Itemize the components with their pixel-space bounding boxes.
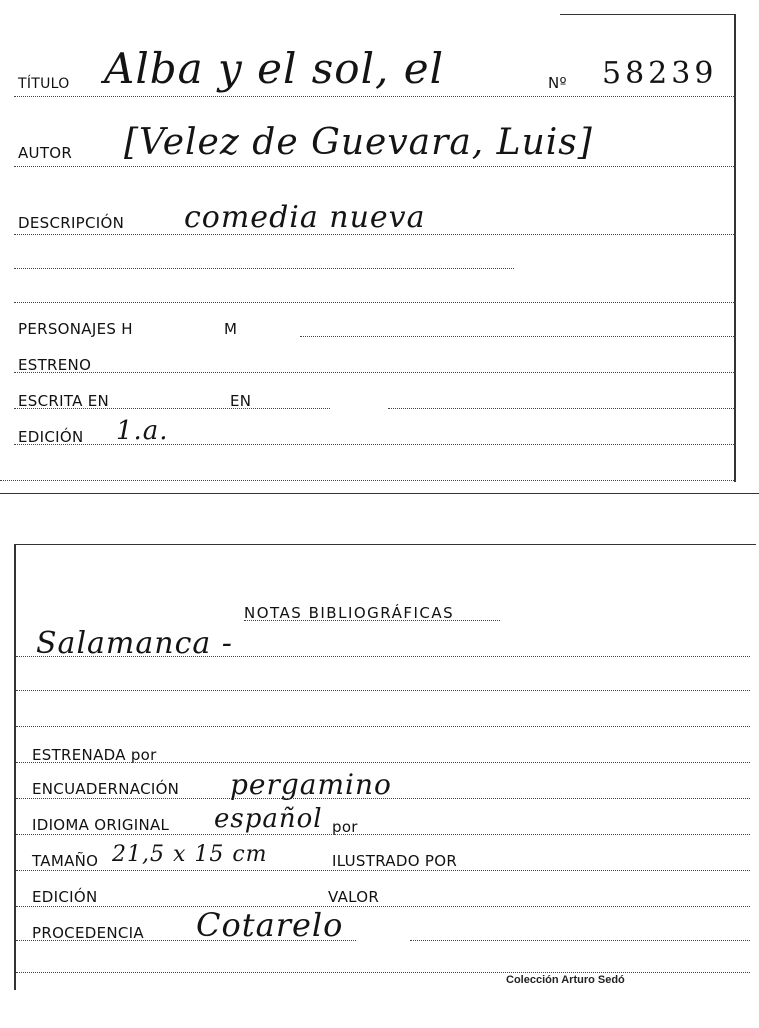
notas-line-0 [244,620,500,621]
procedencia-label: PROCEDENCIA [32,924,144,942]
en-label: EN [230,392,252,410]
card-bottom-top-edge [14,544,756,545]
procedencia-value: Cotarelo [196,906,344,944]
idioma-label: IDIOMA ORIGINAL [32,816,170,834]
numero-label: Nº [548,74,567,92]
estreno-label: ESTRENO [18,356,92,374]
escrita-en-label: ESCRITA EN [18,392,110,410]
autor-value: [Velez de Guevara, Luis] [124,122,593,163]
estrenada-line [16,762,750,763]
idioma-por-label: por [332,818,358,836]
notas-heading: NOTAS BIBLIOGRÁFICAS [244,604,455,622]
encuadernacion-value: pergamino [230,768,392,801]
idioma-line [16,834,750,835]
descripcion-label: DESCRIPCIÓN [18,214,125,232]
valor-label: VALOR [328,888,380,906]
encuadernacion-label: ENCUADERNACIÓN [32,780,180,798]
notas-value: Salamanca - [36,626,233,661]
descripcion-value: comedia nueva [184,200,426,235]
last-line [16,972,750,973]
edicion-bottom-line [16,906,750,907]
card-bottom-left-border [14,544,16,990]
edicion-bottom-label: EDICIÓN [32,888,98,906]
autor-label: AUTOR [18,144,73,162]
edicion-label: EDICIÓN [18,428,84,446]
tamano-line [16,870,750,871]
footer-credit: Colección Arturo Sedó [506,974,625,986]
titulo-value: Alba y el sol, el [104,44,445,93]
encuadernacion-line [16,798,750,799]
notas-line-1 [16,656,750,657]
titulo-label: TÍTULO [18,76,70,92]
personajes-m-label: M [224,320,238,338]
notas-line-3 [16,726,750,727]
personajes-h-label: PERSONAJES H [18,320,133,338]
tamano-value: 21,5 x 15 cm [112,842,268,867]
tamano-label: TAMAÑO [32,852,99,870]
numero-value: 58239 [602,56,718,91]
ilustrado-label: ILUSTRADO POR [332,852,458,870]
estrenada-label: ESTRENADA por [32,746,157,764]
procedencia-line-b [410,940,750,941]
edicion-value: 1.a. [116,416,169,446]
procedencia-line-a [16,940,356,941]
idioma-value: español [214,804,323,834]
notas-line-2 [16,690,750,691]
